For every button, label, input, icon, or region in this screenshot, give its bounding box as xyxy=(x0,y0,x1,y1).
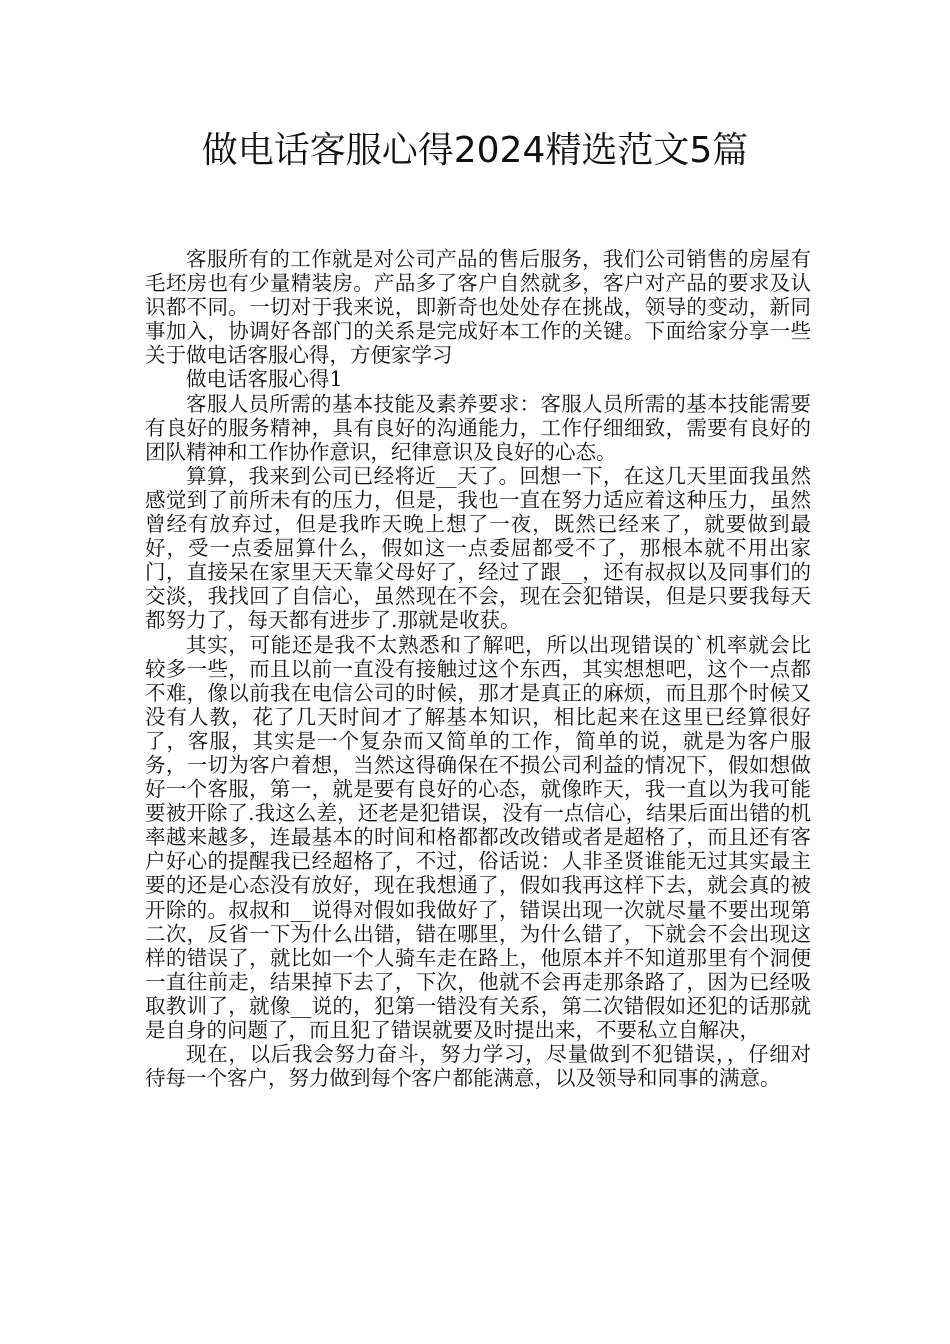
section-heading-1: 做电话客服心得1 xyxy=(186,367,343,392)
paragraph-conclusion: 现在，以后我会努力奋斗，努力学习，尽量做到不犯错误，，仔细对待每一个客户，努力做到每个客户都能满意，以及领导和同事的满意。 xyxy=(145,1042,811,1091)
paragraph-skills: 客服人员所需的基本技能及素养要求：客服人员所需的基本技能需要有良好的服务精神，具有良好的沟通能力，工作仔细细致，需要有良好的团队精神和工作协作意识，纪律意识及良好的心态。 xyxy=(145,391,811,464)
document-body xyxy=(145,247,811,1090)
paragraph-intro: 客服所有的工作就是对公司产品的售后服务，我们公司销售的房屋有毛坯房也有少量精装房。产品多了客户自然就多，客户对产品的要求及认识都不同。一切对于我来说，即新奇也处处存在挑战，领导的变动，新同事加入，协调好各部门的关系是完成好本工作的关键。下面给家分享一些关于做电话客服心得，方便家学习 xyxy=(145,247,811,368)
document-title: 做电话客服心得2024精选范文5篇 xyxy=(201,130,749,171)
paragraph-reflection: 其实，可能还是我不太熟悉和了解吧，所以出现错误的`机率就会比较多一些，而且以前一直没有接触过这个东西，其实想想吧，这个一点都不难，像以前我在电信公司的时候，那才是真正的麻烦，而且那个时候又没有人教，花了几天时间才了解基本知识，相比起来在这里已经算很好了，客服，其实是一个复杂而又简单的工作，简单的说，就是为客户服务，一切为客户着想，当然这得确保在不损公司利益的情况下，假如想做好一个客服，第一，就是要有良好的心态，就像昨天，我一直以为我可能要被开除了.我这么差，还老是犯错误，没有一点信心，结果后面出错的机率越来越多，连最基本的时间和格都都改改错或者是超格了，而且还有客户好心的提醒我已经超格了，不过，俗话说：人非圣贤谁能无过其实最主要的还是心态没有放好，现在我想通了，假如我再这样下去，就会真的被开除的。叔叔和__说得对假如我做好了，错误出现一次就尽量不要出现第二次，反省一下为什么出错，错在哪里，为什么错了，下就会不会出现这样的错误了，就比如一个人骑车走在路上，他原本并不知道那里有个洞便一直往前走，结果掉下去了，下次，他就不会再走那条路了，因为已经吸取教训了，就像__说的，犯第一错没有关系，第二次错假如还犯的话那就是自身的问题了，而且犯了错误就要及时提出来，不要私立自解决， xyxy=(145,632,811,1042)
paragraph-days: 算算，我来到公司已经将近__天了。回想一下，在这几天里面我虽然感觉到了前所未有的压力，但是，我也一直在努力适应着这种压力，虽然曾经有放弃过，但是我昨天晚上想了一夜，既然已经来了，就要做到最好，受一点委屈算什么，假如这一点委屈都受不了，那根本就不用出家门，直接呆在家里天天靠父母好了，经过了跟__，还有叔叔以及同事们的交淡，我找回了自信心，虽然现在不会，现在会犯错误，但是只要我每天都努力了，每天都有进步了.那就是收获。 xyxy=(145,463,811,633)
